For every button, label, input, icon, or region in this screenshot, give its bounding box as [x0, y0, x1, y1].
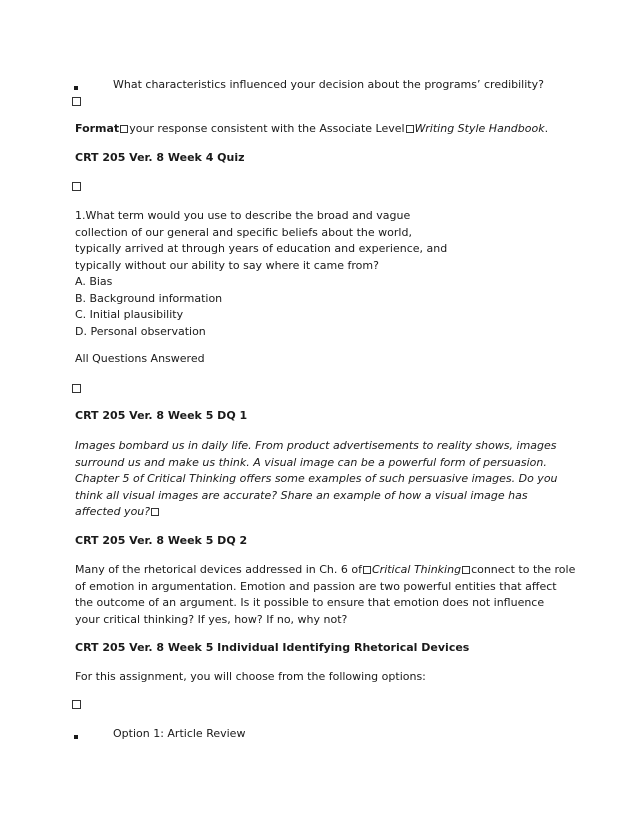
- placeholder-box-icon: [406, 125, 414, 133]
- quiz-line: typically arrived at through years of education and experience, and: [75, 242, 448, 255]
- dq2-line: of emotion in argumentation. Emotion and passion are two powerful entities that affect: [75, 579, 557, 593]
- dq1-body: [75, 438, 575, 521]
- quiz-option-a: A. Bias: [75, 275, 113, 288]
- dq2-line: your critical thinking? If yes, how? If no, why not?: [75, 612, 348, 626]
- quiz-option-d: D. Personal observation: [75, 324, 206, 338]
- dq1-line: Chapter 5 of Critical Thinking offers some examples of such persuasive images. Do you: [75, 472, 558, 485]
- bullet-text-option1: Option 1: Article Review: [113, 727, 246, 740]
- bullet-marker: [74, 86, 78, 90]
- placeholder-box-icon: [72, 384, 81, 393]
- quiz-option-b: B. Background information: [75, 291, 223, 305]
- quiz-line: typically without our ability to say where it came from?: [75, 258, 379, 272]
- format-label: Format: [75, 122, 120, 135]
- assignment-intro: For this assignment, you will choose from the following options:: [75, 670, 426, 683]
- format-text: your response consistent with the Associate Level: [129, 122, 405, 135]
- quiz-question: [75, 208, 575, 340]
- all-questions-answered: All Questions Answered: [75, 352, 205, 365]
- heading-week5-individual: CRT 205 Ver. 8 Week 5 Individual Identifying Rhetorical Devices: [75, 641, 470, 654]
- heading-week5-dq2: CRT 205 Ver. 8 Week 5 DQ 2: [75, 534, 248, 547]
- placeholder-box-icon: [363, 566, 371, 574]
- dq1-line: surround us and make us think. A visual image can be a powerful form of persuasion.: [75, 455, 547, 469]
- placeholder-box-icon: [151, 508, 159, 516]
- dq2-body: [75, 562, 575, 628]
- dq1-line-last: affected you?: [75, 504, 575, 521]
- placeholder-box-icon: [120, 125, 128, 133]
- placeholder-box-icon: [72, 700, 81, 709]
- book-title: Critical Thinking: [371, 563, 462, 576]
- bullet-text-credibility: What characteristics influenced your decision about the programs’ credibility?: [113, 78, 544, 91]
- placeholder-box-icon: [462, 566, 470, 574]
- dq1-line: think all visual images are accurate? Share an example of how a visual image has: [75, 488, 528, 502]
- quiz-line: collection of our general and specific beliefs about the world,: [75, 225, 412, 239]
- quiz-option-c: C. Initial plausibility: [75, 308, 184, 321]
- dq2-line: Many of the rhetorical devices addressed in Ch. 6 of Critical Thinking connect to the role: [75, 563, 576, 576]
- dq1-line: Images bombard us in daily life. From product advertisements to reality shows, images: [75, 439, 557, 452]
- heading-week5-dq1: CRT 205 Ver. 8 Week 5 DQ 1: [75, 409, 248, 422]
- placeholder-box-icon: [72, 97, 81, 106]
- dq2-line: the outcome of an argument. Is it possible to ensure that emotion does not influence: [75, 596, 545, 609]
- format-instruction: Format your response consistent with the Associate Level Writing Style Handbook.: [75, 122, 549, 135]
- quiz-line: 1.What term would you use to describe the broad and vague: [75, 209, 411, 222]
- handbook-title: Writing Style Handbook: [414, 122, 545, 135]
- heading-week4-quiz: CRT 205 Ver. 8 Week 4 Quiz: [75, 151, 245, 164]
- placeholder-box-icon: [72, 182, 81, 191]
- bullet-marker: [74, 735, 78, 739]
